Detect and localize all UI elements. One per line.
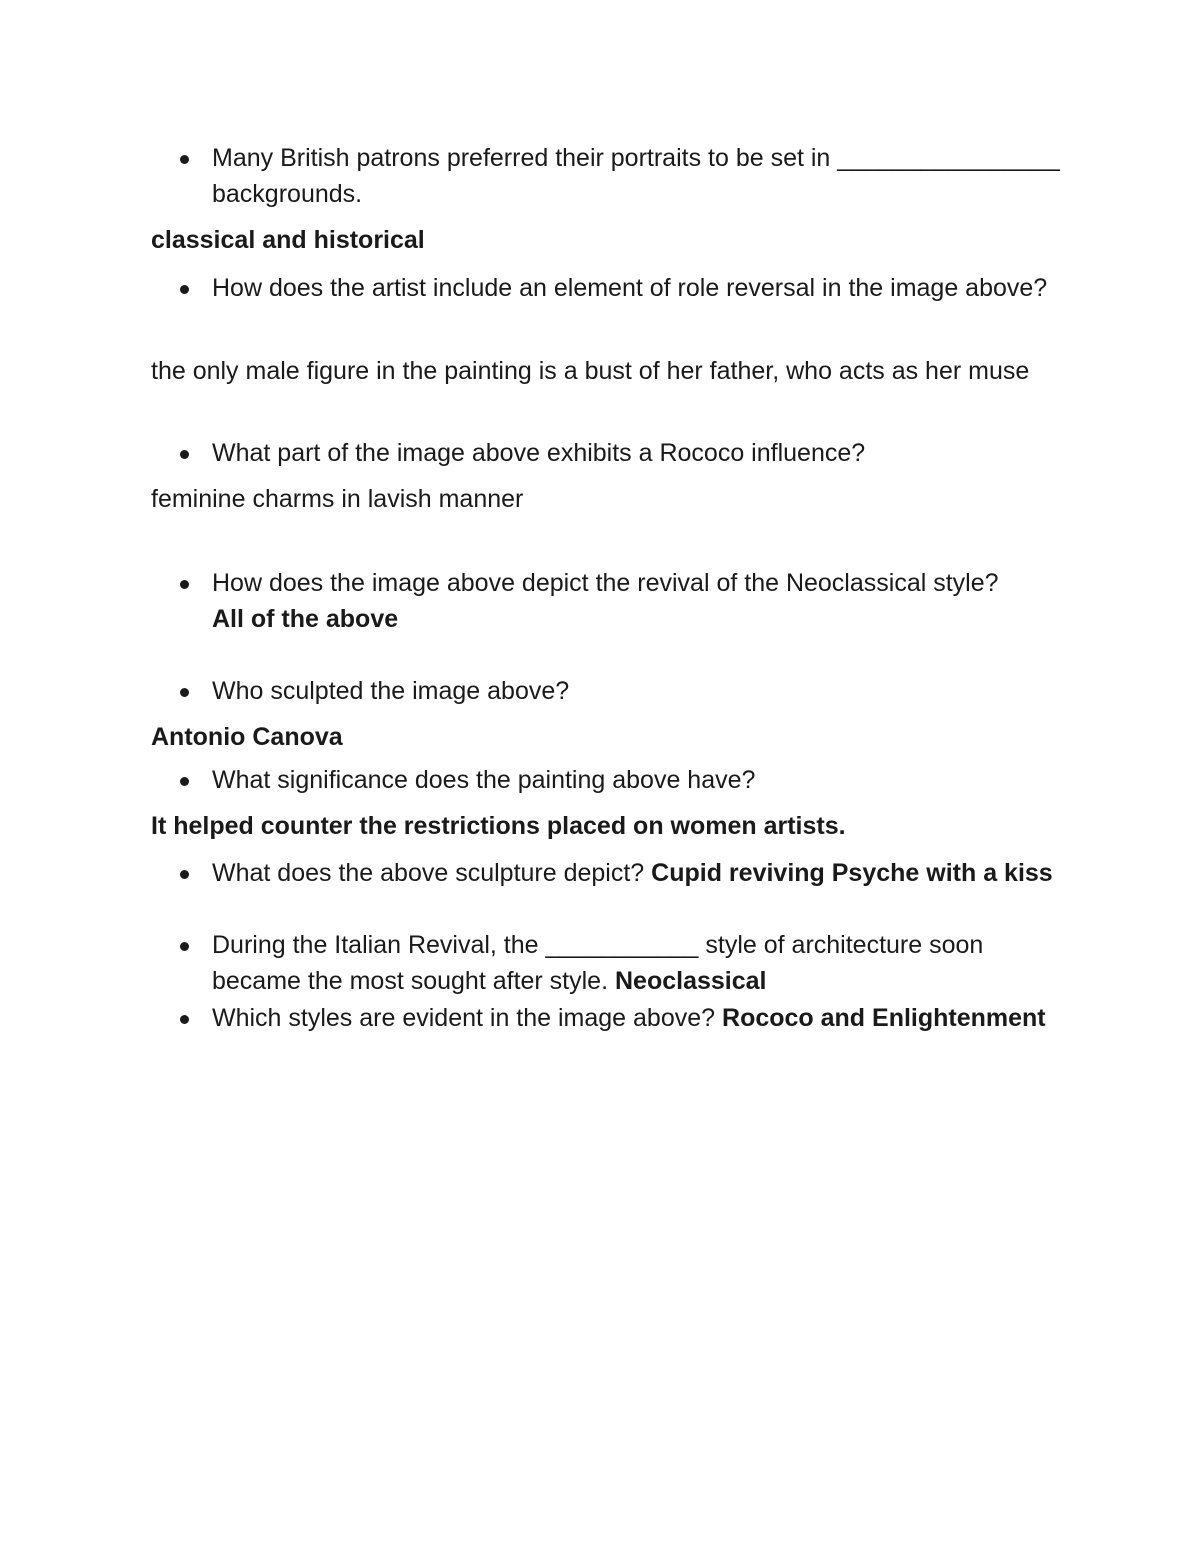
list-item-body <box>212 1000 1071 1036</box>
list-item <box>151 140 1071 212</box>
question-text: Many British patrons preferred their portraits to be set in ________________ backgrounds. <box>212 144 1060 208</box>
bullet-icon <box>180 777 189 786</box>
list-item <box>151 270 1071 306</box>
answer-text: Antonio Canova <box>151 723 343 751</box>
answer-text: All of the above <box>212 605 399 633</box>
bullet-icon <box>180 285 189 294</box>
list-item <box>151 762 1071 798</box>
answer-text: Neoclassical <box>615 967 767 995</box>
answer-text: classical and historical <box>151 226 425 254</box>
answer-text: the only male figure in the painting is a bust of her father, who acts as her muse <box>151 357 1030 385</box>
list-item <box>151 1000 1071 1036</box>
list-item-body <box>212 855 1071 891</box>
question-text: What significance does the painting above have? <box>212 766 756 794</box>
bullet-icon <box>180 155 189 164</box>
bullet-icon <box>180 942 189 951</box>
question-text: During the Italian Revival, the ___________ style of architecture soon became the most sought after style. <box>212 931 984 995</box>
list-item <box>151 565 1071 637</box>
list-item <box>151 927 1071 999</box>
question-text: What does the above sculpture depict? <box>212 859 645 887</box>
answer-text: feminine charms in lavish manner <box>151 485 524 513</box>
bullet-icon <box>180 1015 189 1024</box>
answer-text: It helped counter the restrictions placed on women artists. <box>151 812 846 840</box>
question-text: Who sculpted the image above? <box>212 677 570 705</box>
list-item <box>151 855 1071 891</box>
bullet-icon <box>180 688 189 697</box>
list-item <box>151 673 1071 709</box>
question-text: How does the artist include an element of role reversal in the image above? <box>212 274 1048 302</box>
bullet-icon <box>180 450 189 459</box>
question-text: How does the image above depict the revival of the Neoclassical style? <box>212 569 999 597</box>
answer-text: Rococo and Enlightenment <box>722 1004 1046 1032</box>
answer-text: Cupid reviving Psyche with a kiss <box>651 859 1053 887</box>
bullet-icon <box>180 870 189 879</box>
list-item <box>151 435 1071 471</box>
question-text: Which styles are evident in the image above? <box>212 1004 716 1032</box>
list-item-body <box>212 927 1071 999</box>
bullet-icon <box>180 580 189 589</box>
question-text: What part of the image above exhibits a Rococo influence? <box>212 439 866 467</box>
